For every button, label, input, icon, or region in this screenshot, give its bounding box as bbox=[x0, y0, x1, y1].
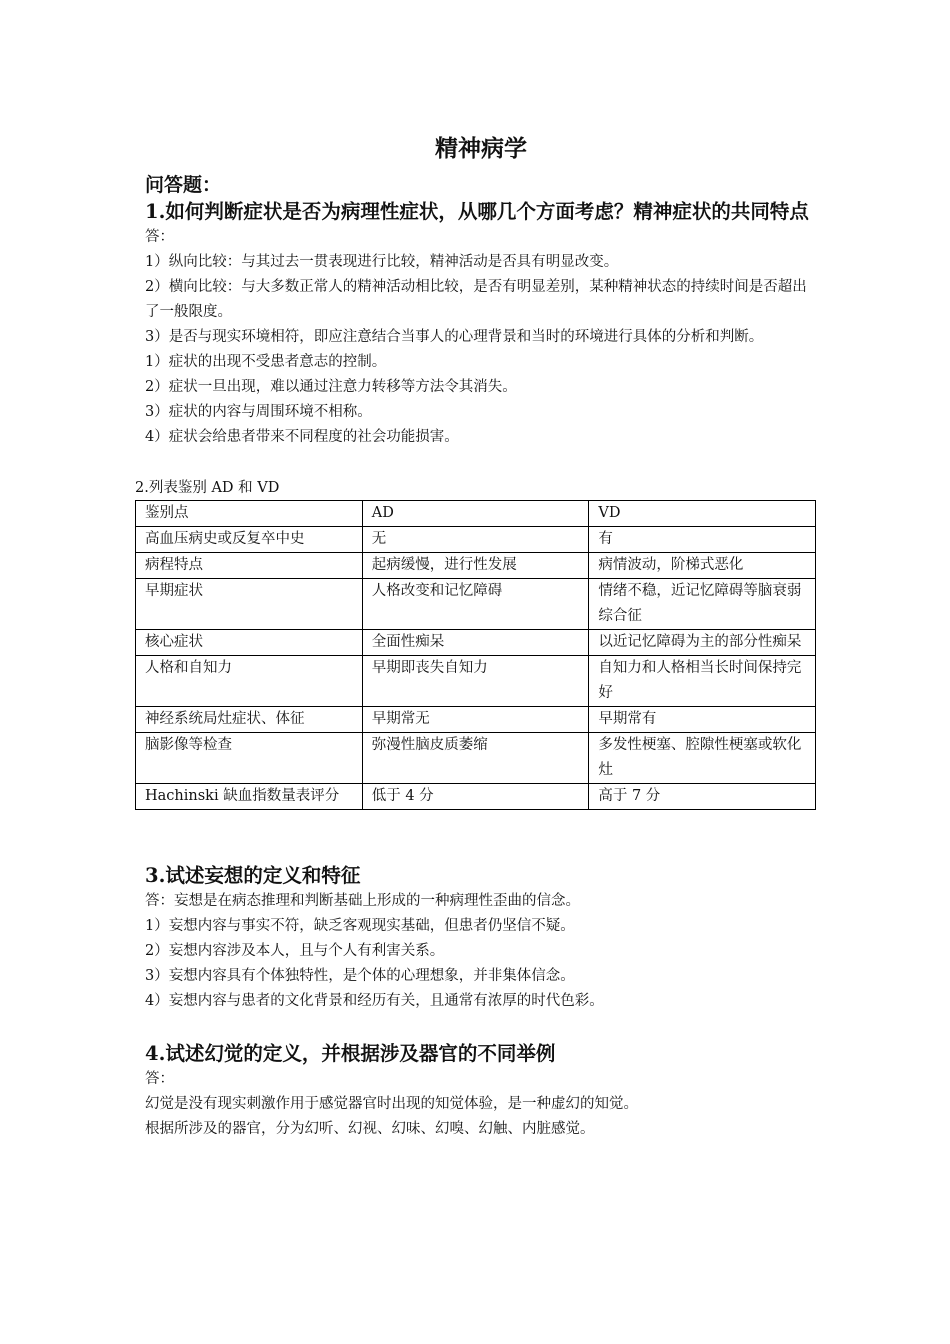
q1-line: 1）症状的出现不受患者意志的控制。 bbox=[145, 354, 387, 370]
question-3-heading: 3.试述妄想的定义和特征 bbox=[145, 864, 361, 887]
spacer bbox=[145, 1014, 817, 1040]
table-caption: 2.列表鉴别 AD 和 VD bbox=[135, 480, 280, 496]
q1-line: 1）纵向比较：与其过去一贯表现进行比较，精神活动是否具有明显改变。 bbox=[145, 254, 619, 270]
table-cell: 脑影像等检查 bbox=[136, 733, 363, 784]
table-cell: 神经系统局灶症状、体征 bbox=[136, 707, 363, 733]
document-page bbox=[135, 132, 817, 1142]
q1-line: 4）症状会给患者带来不同程度的社会功能损害。 bbox=[145, 429, 459, 445]
spacer bbox=[145, 810, 817, 862]
table-cell: 核心症状 bbox=[136, 630, 363, 656]
q1-line: 3）是否与现实环境相符，即应注意结合当事人的心理背景和当时的环境进行具体的分析和判断。 bbox=[145, 329, 764, 345]
table-cell: 起病缓慢，进行性发展 bbox=[362, 553, 589, 579]
table-row bbox=[136, 630, 816, 656]
table-cell: AD bbox=[362, 501, 589, 527]
page-title: 精神病学 bbox=[435, 135, 527, 162]
table-cell: 以近记忆障碍为主的部分性痴呆 bbox=[589, 630, 816, 656]
table-cell: 自知力和人格相当长时间保持完好 bbox=[589, 656, 816, 707]
table-cell: 有 bbox=[589, 527, 816, 553]
table-cell: 无 bbox=[362, 527, 589, 553]
table-row bbox=[136, 501, 816, 527]
table-row bbox=[136, 707, 816, 733]
q4-line: 根据所涉及的器官，分为幻听、幻视、幻味、幻嗅、幻触、内脏感觉。 bbox=[145, 1121, 595, 1137]
q1-line: 3）症状的内容与周围环境不相称。 bbox=[145, 404, 372, 420]
table-row bbox=[136, 579, 816, 630]
table-cell: 早期常有 bbox=[589, 707, 816, 733]
q3-line: 4）妄想内容与患者的文化背景和经历有关，且通常有浓厚的时代色彩。 bbox=[145, 993, 604, 1009]
table-cell: 早期即丧失自知力 bbox=[362, 656, 589, 707]
table-row bbox=[136, 553, 816, 579]
table-row bbox=[136, 656, 816, 707]
comparison-table bbox=[135, 500, 816, 810]
table-cell: 情绪不稳，近记忆障碍等脑衰弱综合征 bbox=[589, 579, 816, 630]
table-cell: 早期症状 bbox=[136, 579, 363, 630]
table-cell: 全面性痴呆 bbox=[362, 630, 589, 656]
table-row bbox=[136, 784, 816, 810]
q3-line: 2）妄想内容涉及本人，且与个人有利害关系。 bbox=[145, 943, 445, 959]
table-cell: Hachinski 缺血指数量表评分 bbox=[136, 784, 363, 810]
section-label: 问答题： bbox=[145, 174, 222, 196]
table-cell: 病程特点 bbox=[136, 553, 363, 579]
table-cell: 人格和自知力 bbox=[136, 656, 363, 707]
table-cell: 人格改变和记忆障碍 bbox=[362, 579, 589, 630]
table-cell: 高于 7 分 bbox=[589, 784, 816, 810]
q1-line: 2）横向比较：与大多数正常人的精神活动相比较，是否有明显差别，某种精神状态的持续时间是否超出了一般限度。 bbox=[145, 279, 807, 320]
question-4-heading: 4.试述幻觉的定义，并根据涉及器官的不同举例 bbox=[145, 1042, 556, 1065]
q4-line: 幻觉是没有现实刺激作用于感觉器官时出现的知觉体验，是一种虚幻的知觉。 bbox=[145, 1096, 638, 1112]
table-cell: 鉴别点 bbox=[136, 501, 363, 527]
table-cell: 早期常无 bbox=[362, 707, 589, 733]
table-cell: 高血压病史或反复卒中史 bbox=[136, 527, 363, 553]
q3-line: 3）妄想内容具有个体独特性，是个体的心理想象，并非集体信念。 bbox=[145, 968, 575, 984]
q1-line: 2）症状一旦出现，难以通过注意力转移等方法令其消失。 bbox=[145, 379, 517, 395]
question-1-heading: 1.如何判断症状是否为病理性症状，从哪几个方面考虑？精神症状的共同特点 bbox=[145, 200, 809, 223]
answer-label: 答： bbox=[145, 1071, 174, 1087]
table-cell: 病情波动，阶梯式恶化 bbox=[589, 553, 816, 579]
table-cell: 弥漫性脑皮质萎缩 bbox=[362, 733, 589, 784]
table-row bbox=[136, 733, 816, 784]
table-cell: 多发性梗塞、腔隙性梗塞或软化灶 bbox=[589, 733, 816, 784]
table-cell: 低于 4 分 bbox=[362, 784, 589, 810]
q3-line: 答：妄想是在病态推理和判断基础上形成的一种病理性歪曲的信念。 bbox=[145, 893, 580, 909]
answer-label: 答： bbox=[145, 229, 174, 245]
table-cell: VD bbox=[589, 501, 816, 527]
table-row bbox=[136, 527, 816, 553]
q3-line: 1）妄想内容与事实不符，缺乏客观现实基础，但患者仍坚信不疑。 bbox=[145, 918, 575, 934]
